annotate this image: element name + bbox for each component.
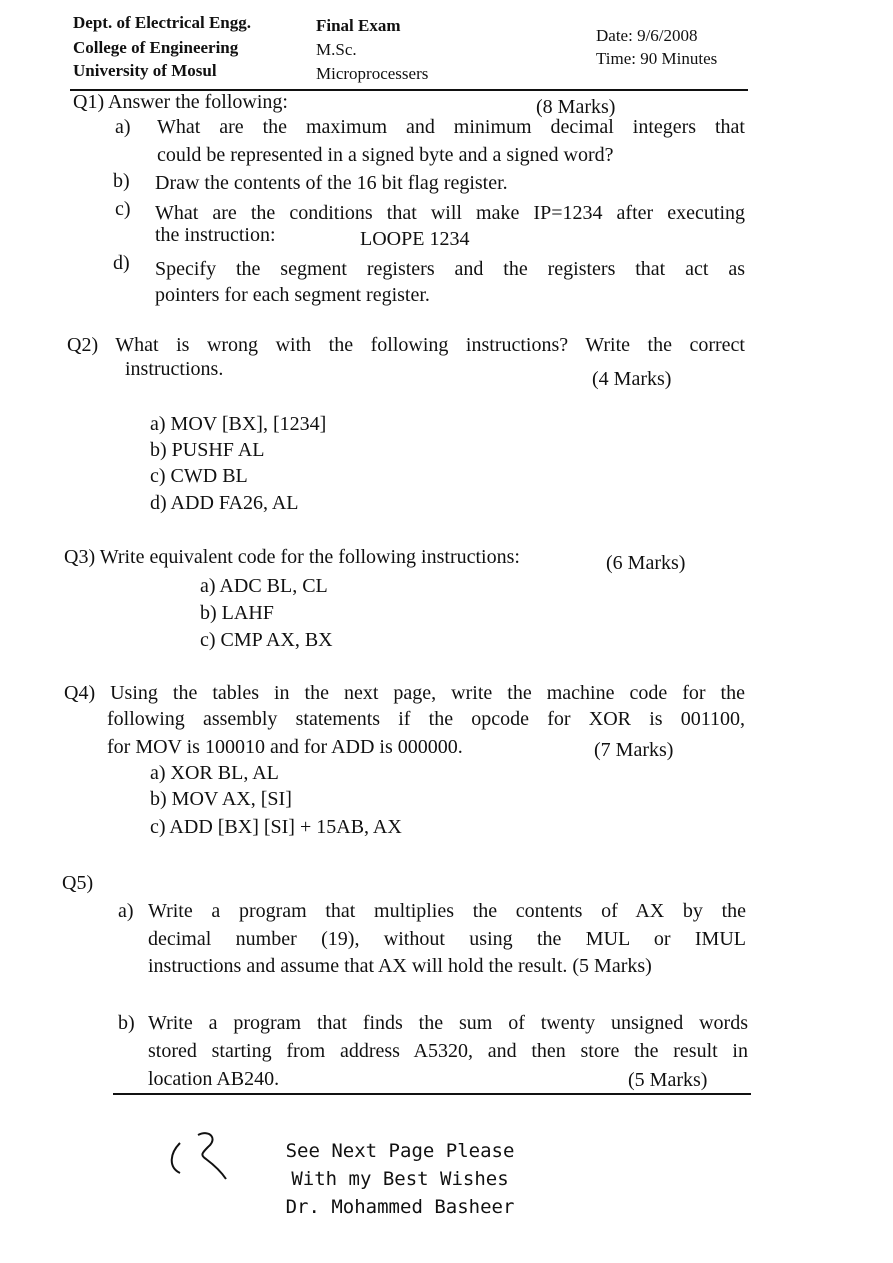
q2-item-c: c) CWD BL bbox=[150, 465, 248, 487]
q5b-label: b) bbox=[118, 1012, 135, 1034]
q2-title: Q2) What is wrong with the following instructions? Write the correct bbox=[67, 334, 745, 356]
exam-date: Date: 9/6/2008 bbox=[596, 26, 698, 45]
q1d-text-line1: Specify the segment registers and the registers that act as bbox=[155, 258, 745, 280]
q3-title: Q3) Write equivalent code for the following instructions: bbox=[64, 546, 520, 568]
q2-item-d: d) ADD FA26, AL bbox=[150, 492, 299, 514]
q3-item-b: b) LAHF bbox=[200, 602, 274, 624]
q4-marks: (7 Marks) bbox=[594, 739, 674, 761]
q1d-label: d) bbox=[113, 252, 130, 274]
q2-title-line2: instructions. bbox=[125, 358, 224, 380]
q1a-label: a) bbox=[115, 116, 131, 138]
university-name: University of Mosul bbox=[73, 61, 217, 80]
q5b-marks: (5 Marks) bbox=[628, 1069, 708, 1091]
footer-wishes: With my Best Wishes bbox=[291, 1168, 509, 1190]
q1c-label: c) bbox=[115, 198, 131, 220]
footer-next-page: See Next Page Please bbox=[285, 1140, 515, 1162]
exam-time: Time: 90 Minutes bbox=[596, 49, 718, 68]
q1-title: Q1) Answer the following: bbox=[73, 91, 288, 113]
q5-title: Q5) bbox=[62, 872, 94, 894]
q5a-label: a) bbox=[118, 900, 134, 922]
q5b-line3: location AB240. bbox=[148, 1068, 280, 1090]
footer-rule bbox=[113, 1093, 751, 1095]
college-name: College of Engineering bbox=[73, 38, 239, 57]
q1c-instruction: LOOPE 1234 bbox=[360, 228, 470, 250]
q5b-line1: Write a program that finds the sum of twenty unsigned words bbox=[148, 1012, 748, 1034]
dept-name: Dept. of Electrical Engg. bbox=[73, 13, 251, 32]
q1-marks: (8 Marks) bbox=[536, 96, 616, 118]
q1c-text-line1: What are the conditions that will make IP=1234 after executing bbox=[155, 202, 745, 224]
q1b-label: b) bbox=[113, 170, 130, 192]
q4-line1: Q4) Using the tables in the next page, write the machine code for the bbox=[64, 682, 745, 704]
q3-marks: (6 Marks) bbox=[606, 552, 686, 574]
q4-item-c: c) ADD [BX] [SI] + 15AB, AX bbox=[150, 816, 402, 838]
q1c-text-line2: the instruction: bbox=[155, 224, 276, 246]
q4-item-a: a) XOR BL, AL bbox=[150, 762, 279, 784]
q2-marks: (4 Marks) bbox=[592, 368, 672, 390]
q2-item-b: b) PUSHF AL bbox=[150, 439, 265, 461]
q1d-text-line2: pointers for each segment register. bbox=[155, 284, 430, 306]
q5a-line2: decimal number (19), without using the MUL or IMUL bbox=[148, 928, 746, 950]
handwritten-signature bbox=[160, 1125, 240, 1185]
q2-item-a: a) MOV [BX], [1234] bbox=[150, 413, 327, 435]
q1a-text-line1: What are the maximum and minimum decimal integers that bbox=[157, 116, 745, 138]
q5a-line3: instructions and assume that AX will hold the result. (5 Marks) bbox=[148, 955, 652, 977]
q1a-text-line2: could be represented in a signed byte and a signed word? bbox=[157, 144, 614, 166]
q4-item-b: b) MOV AX, [SI] bbox=[150, 788, 292, 810]
exam-title: Final Exam bbox=[316, 16, 401, 35]
q3-item-a: a) ADC BL, CL bbox=[200, 575, 328, 597]
q4-line2: following assembly statements if the opcode for XOR is 001100, bbox=[107, 708, 745, 730]
subject-label: Microprocessers bbox=[316, 64, 429, 83]
q5a-line1: Write a program that multiplies the contents of AX by the bbox=[148, 900, 746, 922]
q4-line3: for MOV is 100010 and for ADD is 000000. bbox=[107, 736, 463, 758]
degree-label: M.Sc. bbox=[316, 40, 357, 59]
footer-author: Dr. Mohammed Basheer bbox=[285, 1196, 515, 1218]
q1b-text: Draw the contents of the 16 bit flag register. bbox=[155, 172, 508, 194]
q3-item-c: c) CMP AX, BX bbox=[200, 629, 333, 651]
q5b-line2: stored starting from address A5320, and then store the result in bbox=[148, 1040, 748, 1062]
